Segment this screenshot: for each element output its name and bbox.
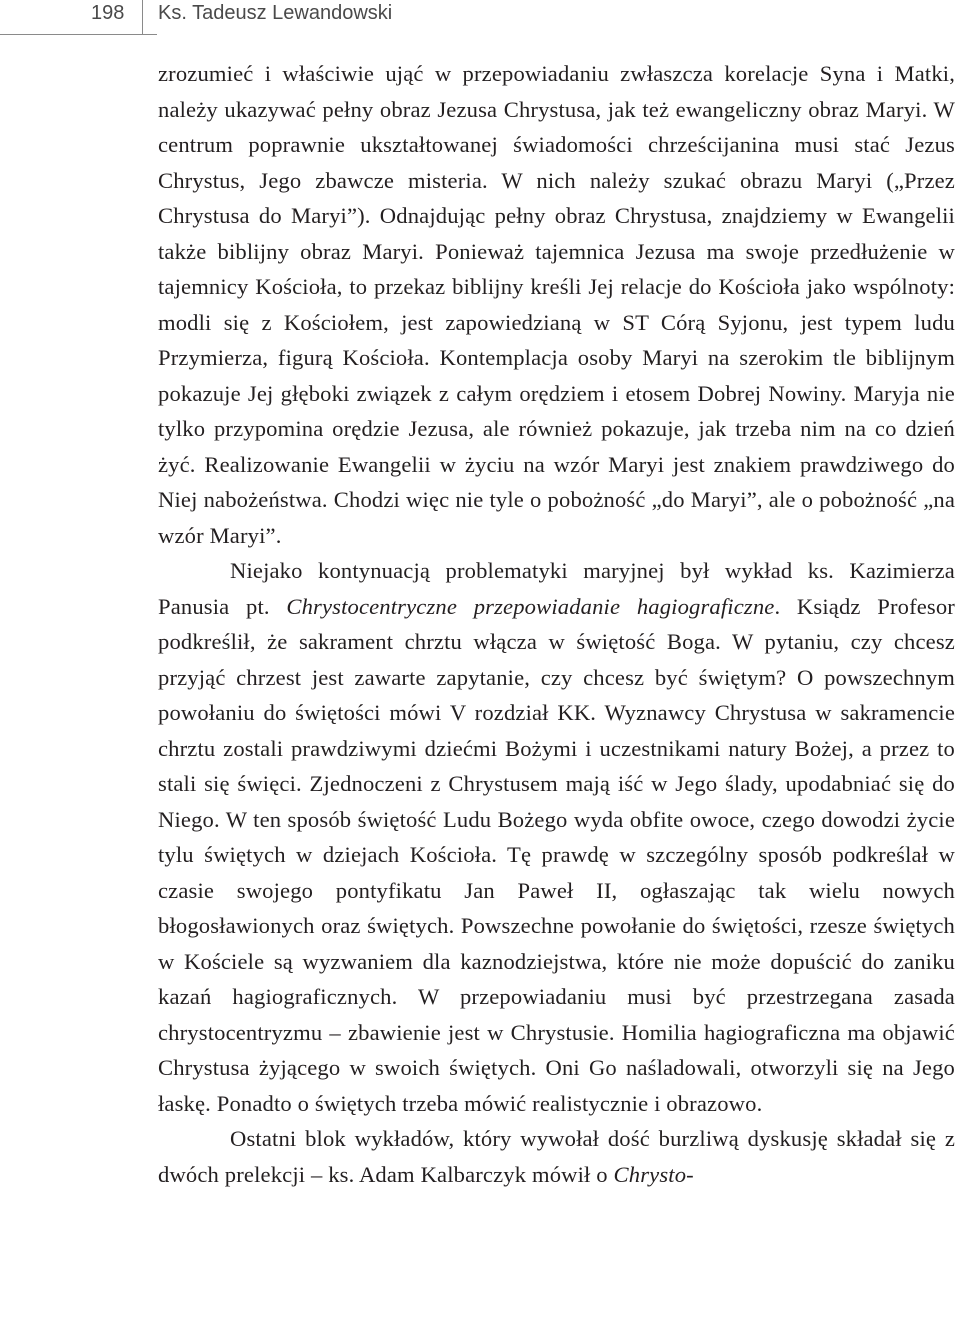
paragraph-2-text-rest: . Ksiądz Profesor podkreślił, że sakrament chrztu włącza w świętość Boga. W pytaniu, czy chcesz przyjąć chrzest jest zawarte zapytanie, czy chcesz być świętym? O powszechnym powołaniu do świętości mówi V rozdział KK. Wyznawcy Chrystusa w sakramencie chrztu zostali prawdziwymi dziećmi Bożymi i uczestnikami natury Bożej, a przez to stali się święci. Zjednoczeni z Chrystusem mają iść w Jego ślady, upodabniać się do Niego. W ten sposób świętość Ludu Bożego wyda obfite owoce, czego dowodzi życie tylu świętych w dziejach Kościoła. Tę prawdę w szczególny sposób podkreślał w czasie swojego pontyfikatu Jan Paweł II, ogłaszając tak wielu nowych błogosławionych oraz świętych. Powszechne powołanie do świętości, rzesze świętych w Kościele są wyzwaniem dla kaznodziejstwa, które nie może dopuścić do zaniku kazań hagiograficznych. W przepowiadaniu musi być przestrzegana zasada chrystocentryzmu – zbawienie jest w Chrystusie. Homilia hagiograficzna ma objawić Chrystusa żyjącego w swoich świętych. Oni Go naśladowali, otworzyli się na Jego łaskę. Ponadto o świętych trzeba mówić realistycznie i obrazowo. (158, 593, 955, 1116)
paragraph-3 (158, 1121, 955, 1192)
running-head (0, 0, 960, 40)
paragraph-3-text: Ostatni blok wykładów, który wywołał dość burzliwą dyskusję składał się z dwóch prelekcji – ks. Adam Kalbarczyk mówił o (158, 1126, 955, 1187)
lecture-title-continued: Chrysto- (613, 1161, 694, 1187)
body-text (158, 56, 955, 1192)
paragraph-2-text-start: Niejako kontynuacją problematyki maryjnej był wykład ks. Kazimierza Panusia pt. (158, 558, 955, 619)
header-divider (142, 0, 143, 34)
running-title: Ks. Tadeusz Lewandowski (158, 2, 393, 24)
header-rule (0, 34, 157, 35)
lecture-title: Chrystocentryczne przepowiadanie hagiograficzne (286, 593, 775, 619)
paragraph-1: zrozumieć i właściwie ująć w przepowiadaniu zwłaszcza korelacje Syna i Matki, należy ukazywać pełny obraz Jezusa Chrystusa, jak też ewangeliczny obraz Maryi. W centrum poprawnie ukształtowanej świadomości chrześcijanina musi stać Jezus Chrystus, Jego zbawcze misteria. W nich należy szukać obrazu Maryi („Przez Chrystusa do Maryi”). Odnajdując pełny obraz Chrystusa, znajdziemy w Ewangelii także biblijny obraz Maryi. Ponieważ tajemnica Jezusa ma swoje przedłużenie w tajemnicy Kościoła, to przekaz biblijny kreśli Jej relacje do Kościoła jako wspólnoty: modli się z Kościołem, jest zapowiedzianą w ST Córą Syjonu, jest typem ludu Przymierza, figurą Kościoła. Kontemplacja osoby Maryi na szerokim tle biblijnym pokazuje Jej głęboki związek z całym orędziem i etosem Dobrej Nowiny. Maryja nie tylko przypomina orędzie Jezusa, ale również pokazuje, jak trzeba nim na co dzień żyć. Realizowanie Ewangelii w życiu na wzór Maryi jest znakiem prawdziwego do Niej nabożeństwa. Chodzi więc nie tyle o pobożność „do Maryi”, ale o pobożność „na wzór Maryi”. (158, 61, 955, 548)
page-number: 198 (91, 2, 125, 24)
paragraph-2 (158, 553, 955, 1121)
